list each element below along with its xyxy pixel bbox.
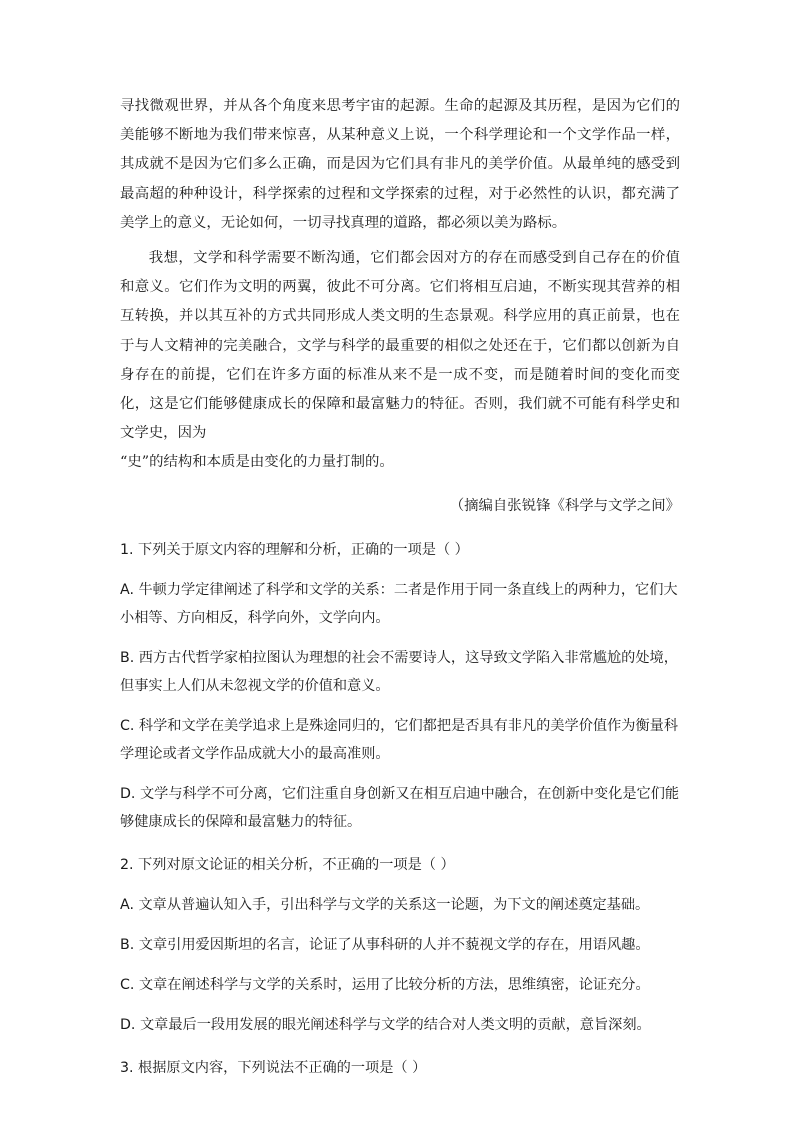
passage-paragraph-2-text: 我想，文学和科学需要不断沟通，它们都会因对方的存在而感受到自己存在的价值和意义。它们作为文明的两翼，彼此不可分离。它们将相互启迪，不断实现其营养的相互转换，并以其互补的方式共同形成人类文明的生态景观。科学应用的真正前景，也在于与人文精神的完美融合，文学与科学的最重要的相似之处还在于，它们都以创新为自身存在的前提，它们在许多方面的标准从来不是一成不变，而是随着时间的变化而变化，这是它们能够健康成长的保障和最富魅力的特征。否则，我们就不可能有科学史和文学史，因为 [120,250,680,442]
question-1 [120,536,680,836]
question-2-option-b: B. 文章引用爱因斯坦的名言，论证了从事科研的人并不藐视文学的存在，用语风趣。 [120,936,650,953]
document-content [120,92,680,1082]
question-1-option-c: C. 科学和文学在美学追求上是殊途同归的，它们都把是否具有非凡的美学价值作为衡量科学理论或者文学作品成就大小的最高准则。 [120,717,679,762]
passage-paragraph-1: 寻找微观世界，并从各个角度来思考宇宙的起源。生命的起源及其历程，是因为它们的美能够不断地为我们带来惊喜，从某种意义上说，一个科学理论和一个文学作品一样，其成就不是因为它们多么正确，而是因为它们具有非凡的美学价值。从最单纯的感受到最高超的种种设计，科学探索的过程和文学探索的过程，对于必然性的认识，都充满了美学上的意义，无论如何，一切寻找真理的道路，都必须以美为路标。 [120,98,680,231]
question-2 [120,851,680,1039]
question-2-stem: 2. 下列对原文论证的相关分析，不正确的一项是（ ） [120,856,455,873]
question-2-option-c: C. 文章在阐述科学与文学的关系时，运用了比较分析的方法，思维缜密，论证充分。 [120,976,650,993]
question-3-stem: 3. 根据原文内容，下列说法不正确的一项是（ ） [120,1059,427,1076]
question-1-option-b: B. 西方古代哲学家柏拉图认为理想的社会不需要诗人，这导致文学陷入非常尴尬的处境，但事实上人们从未忽视文学的价值和意义。 [120,649,678,694]
question-3 [120,1054,680,1082]
passage-source: （摘编自张锐锋《科学与文学之间》 [449,497,680,514]
question-2-option-a: A. 文章从普遍认知入手，引出科学与文学的关系这一论题，为下文的阐述奠定基础。 [120,896,650,913]
passage-paragraph-2 [120,244,680,448]
question-1-option-a: A. 牛顿力学定律阐述了科学和文学的关系：二者是作用于同一条直线上的两种力，它们大小相等、方向相反，科学向外，文学向内。 [120,581,678,626]
passage-paragraph-2-last-line: “史”的结构和本质是由变化的力量打制的。 [120,454,394,471]
question-1-stem: 1. 下列关于原文内容的理解和分析，正确的一项是（ ） [120,541,469,558]
question-2-option-d: D. 文章最后一段用发展的眼光阐述科学与文学的结合对人类文明的贡献，意旨深刻。 [120,1016,651,1033]
question-1-option-d: D. 文学与科学不可分离，它们注重自身创新又在相互启迪中融合，在创新中变化是它们能够健康成长的保障和最富魅力的特征。 [120,785,680,830]
